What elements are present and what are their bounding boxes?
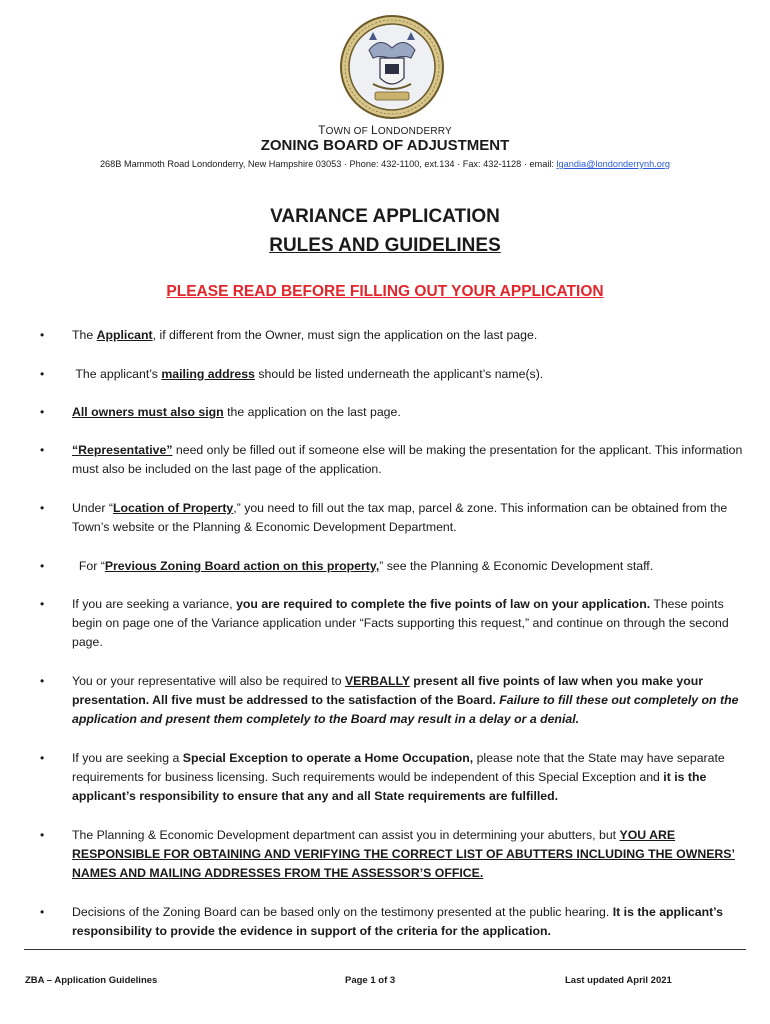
guideline-item: • “Representative” need only be filled out if someone else will be making the presentation for the applicant. This information must also be included on the last page of the application.	[40, 443, 743, 476]
bullet-icon: •	[40, 751, 45, 765]
guideline-item: • All owners must also sign the application on the last page.	[72, 403, 747, 422]
bullet-icon: •	[40, 559, 45, 573]
footer-divider	[24, 949, 746, 950]
bullet-icon: •	[40, 674, 45, 688]
document-subtitle: RULES AND GUIDELINES	[269, 235, 501, 256]
bullet-icon: •	[40, 367, 45, 381]
guideline-item: • The Planning & Economic Development department can assist you in determining your abutters, but YOU ARE RESPONSIBLE FOR OBTAINING AND VERIFYING THE CORRECT LIST OF ABUTTERS INCLUDING THE OWNERS’ NAMES AND MAILING ADDRESSES FROM THE ASSESSOR’S OFFICE.	[40, 828, 735, 880]
guideline-item: • Decisions of the Zoning Board can be based only on the testimony presented at the public hearing. It is the applicant’s responsibility to provide the evidence in support of the criteria for the application.	[40, 905, 723, 938]
guideline-item: • You or your representative will also be required to VERBALLY present all five points of law when you make your presentation. All five must be addressed to the satisfaction of the Board. Failure to fill these out completely on the application and present them completely to the Board may result in a delay or a denial.	[40, 674, 739, 726]
town-seal-icon	[339, 14, 445, 120]
bullet-icon: •	[40, 328, 45, 342]
email-link[interactable]: lgandia@londonderrynh.org	[556, 159, 671, 169]
town-name: TOWN OF LONDONDERRY	[318, 123, 452, 137]
bullet-icon: •	[40, 905, 45, 919]
board-name: ZONING BOARD OF ADJUSTMENT	[260, 137, 510, 154]
read-warning: PLEASE READ BEFORE FILLING OUT YOUR APPLICATION	[166, 283, 604, 300]
guideline-item: • If you are seeking a Special Exception to operate a Home Occupation, please note that the State may have separate requirements for business licensing. Such requirements would be independent of this Special Exception and it is the applicant’s responsibility to ensure that any and all State requirements are fulfilled.	[40, 751, 725, 803]
bullet-icon: •	[40, 828, 45, 842]
bullet-icon: •	[40, 501, 45, 515]
guideline-item: • The Applicant, if different from the Owner, must sign the application on the last page.	[72, 326, 747, 345]
footer-page-number: Page 1 of 3	[345, 975, 396, 986]
bullet-icon: •	[40, 405, 45, 419]
contact-address: 268B Mammoth Road Londonderry, New Hampshire 03053 · Phone: 432-1100, ext.134 · Fax: 432-1128 · email: lgandia@londonderrynh.org	[99, 159, 671, 169]
guideline-item: • The applicant’s mailing address should be listed underneath the applicant’s name(s).	[72, 365, 747, 384]
guideline-item: • For “Previous Zoning Board action on this property,” see the Planning & Economic Development staff.	[72, 557, 747, 576]
bullet-icon: •	[40, 597, 45, 611]
document-title: VARIANCE APPLICATION	[270, 206, 500, 227]
guideline-item: • If you are seeking a variance, you are required to complete the five points of law on your application. These points begin on page one of the Variance application under “Facts supporting this request,” and continue on through the second page.	[40, 597, 729, 649]
footer-left: ZBA – Application Guidelines	[25, 975, 158, 986]
footer-updated: Last updated April 2021	[565, 975, 672, 986]
guideline-item: • Under “Location of Property,” you need to fill out the tax map, parcel & zone. This information can be obtained from the Town’s website or the Planning & Economic Development Department.	[40, 501, 728, 534]
bullet-icon: •	[40, 443, 45, 457]
